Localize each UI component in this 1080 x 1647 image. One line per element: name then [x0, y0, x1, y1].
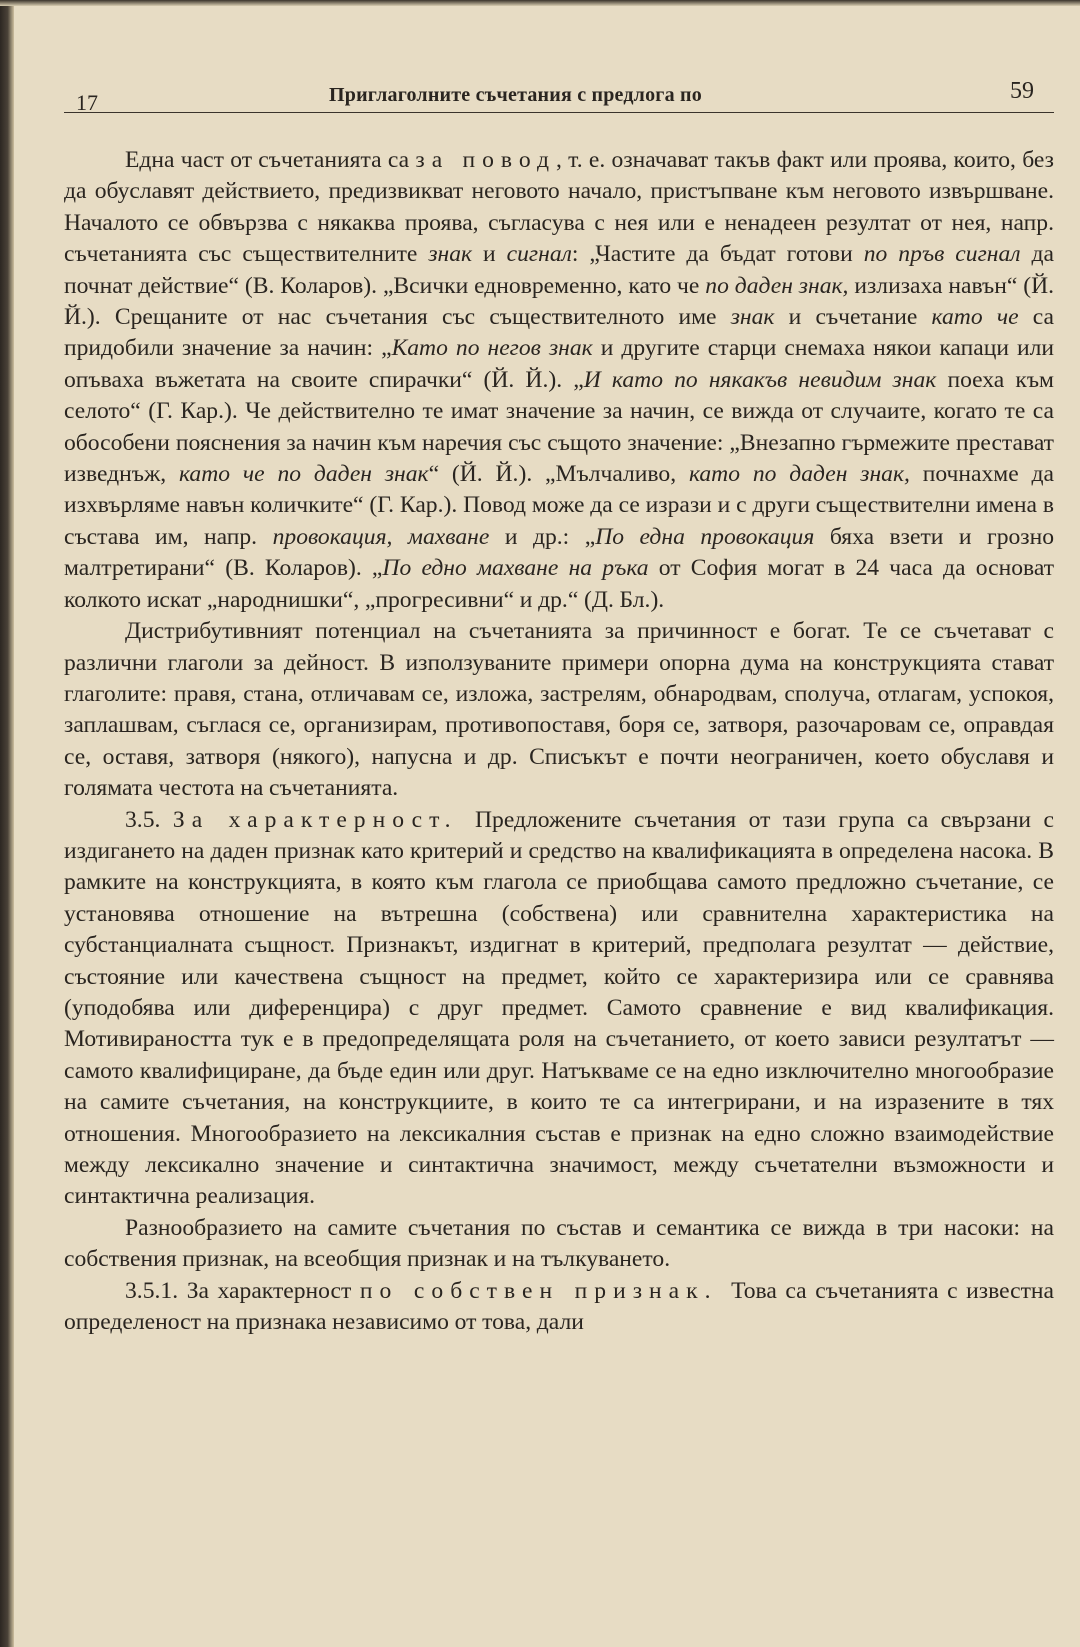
subsection-heading-spaced: по собствен признак.	[359, 1277, 718, 1304]
body-text	[64, 145, 1054, 1338]
paragraph-1: Една част от съчетанията са за повод, т. е. означават такъв факт или проява, които, без да обуславят действието, предизвикват неговото начало, пристъпване към неговото извършване. Началото се обвързва с някаква проява, съгласува с нея или е ненадеен резултат от нея, напр. съчетанията със съществителните знак и сигнал: „Частите да бъдат готови по пръв сигнал да почнат действие“ (В. Коларов). „Всички едновременно, като че по даден знак, излизаха навън“ (Й. Й.). Срещаните от нас съчетания със съществителното име знак и съчетание като че са придобили значение за начин: „Като по негов знак и другите старци снемаха някои капаци или опъваха въжетата на своите спирачки“ (Й. Й.). „И като по някакъв невидим знак поеха към селото“ (Г. Кар.). Че действително те имат значение за начин, се вижда от случаите, когато те са обособени пояснения за начин към наречия със същото значение: „Внезапно гърмежите престават изведнъж, като че по даден знак“ (Й. Й.). „Мълчаливо, като по даден знак, почнахме да изхвърляме навън количките“ (Г. Кар.). Повод може да се изрази и с други съществителни имена в състава им, напр. провокация, махване и др.: „По една провокация бяха взети и грозно малтретирани“ (В. Коларов). „По едно махване на ръка от София могат в 24 часа да основат колкото искат „народнишки“, „прогресивни“ и др.“ (Д. Бл.).	[64, 147, 1055, 613]
subsection-number: 3.5.1.	[125, 1277, 179, 1304]
paragraph-2: Дистрибутивният потенциал на съчетанията за причинност е богат. Те се съчетават с различни глаголи за дейност. В използуваните примери опорна дума на конструкцията стават глаголите: правя, стана, отличавам се, изложа, застрелям, обнародвам, сполуча, отлагам, успокоя, заплашвам, съглася се, организирам, противопоставя, боря се, затворя, разочаровам се, оправдая се, оставя, затворя (някого), напусна и др. Списъкът е почти неограничен, което обуславя и голямата честота на съчетанията.	[64, 618, 1054, 802]
book-binding-edge	[0, 0, 14, 1647]
section-number: 3.5.	[125, 806, 161, 833]
page-number: 59	[1010, 78, 1034, 104]
chapter-number: 17	[76, 90, 98, 115]
running-title: Приглаголните съчетания с предлога по	[329, 84, 702, 106]
running-header	[64, 72, 1054, 113]
page-top-edge	[0, 0, 1080, 6]
paragraph-4: Разнообразието на самите съчетания по състав и семантика се вижда в три насоки: на собствения признак, на всеобщия признак и на тълкуването.	[64, 1214, 1054, 1273]
book-page	[64, 72, 1054, 1338]
section-3-5: 3.5. За характерност. Предложените съчетания от тази група са свързани с издигането на даден признак като критерий и средство на квалификацията в определена насока. В рамките на конструкцията, в която към глагола се приобщава самото предложно съчетание, се установява отношение на вътрешна (собствена) или сравнителна характеристика на субстанциалната същност. Признакът, издигнат в критерий, предполага резултат — действие, състояние или качествена същност на предмет, който се характеризира или се сравнява (уподобява или диференцира) с друг предмет. Самото сравнение е вид квалификация. Мотивираността тук е в предопределящата роля на съчетанието, от което зависи резултатът — самото квалифициране, да бъде един или друг. Натъкваме се на едно изключително многообразие на самите съчетания, на конструкциите, в които те са интегрирани, и на изразените в тях отношения. Многообразието на лексикалния състав е признак на едно сложно взаимодействие между лексикално значение и синтактична значимост, между съчетателни възможности и синтактична реализация.	[64, 806, 1054, 1210]
section-heading-spaced: За характерност.	[172, 806, 458, 833]
spaced-term-povod: за повод	[415, 147, 556, 173]
section-3-5-1: 3.5.1. За характерност по собствен признак. Това са съчетанията с известна определеност на признака независимо от това, дали	[64, 1277, 1055, 1336]
